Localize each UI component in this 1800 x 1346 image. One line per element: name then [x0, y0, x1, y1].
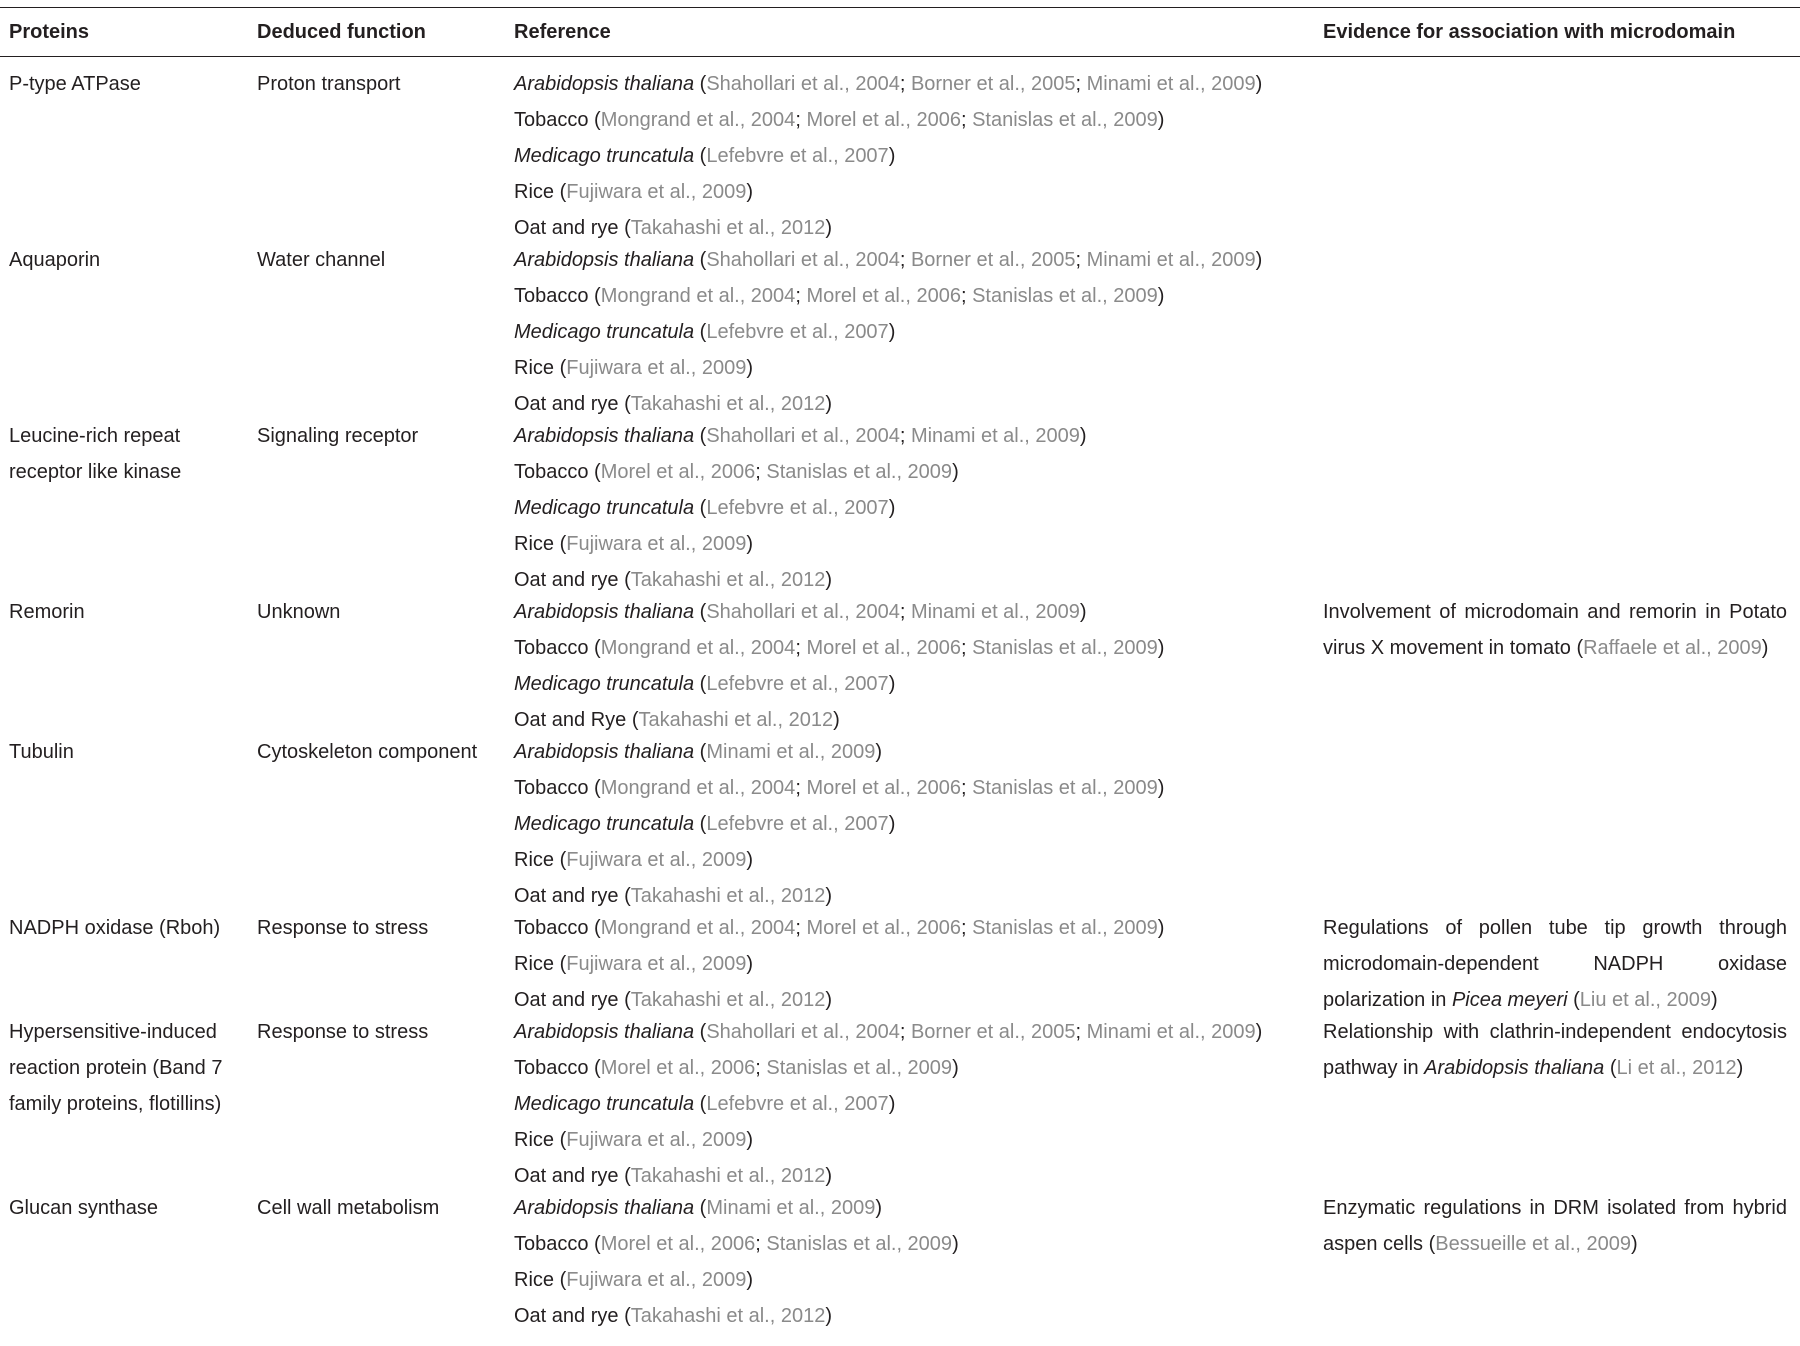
- species-name: Tobacco: [514, 917, 589, 939]
- citation-link[interactable]: Stanislas et al., 2009: [972, 285, 1158, 307]
- species-name: Medicago truncatula: [514, 497, 695, 519]
- citation-link[interactable]: Takahashi et al., 2012: [630, 217, 826, 239]
- citation-link[interactable]: Lefebvre et al., 2007: [706, 813, 889, 835]
- reference-line: Medicago truncatula (Lefebvre et al., 2007): [514, 813, 896, 835]
- evidence-text: (: [1428, 1233, 1436, 1255]
- citation-link[interactable]: Mongrand et al., 2004: [600, 777, 796, 799]
- evidence-text: Regulations of pollen tube tip growth through microdomain-dependent NADPH oxidase polarization in: [1323, 917, 1787, 1011]
- reference-line: Oat and rye (Takahashi et al., 2012): [514, 989, 832, 1011]
- reference-line: Arabidopsis thaliana (Minami et al., 2009): [514, 1197, 882, 1219]
- citation-link[interactable]: Takahashi et al., 2012: [630, 989, 826, 1011]
- reference-line: Tobacco (Mongrand et al., 2004; Morel et al., 2006; Stanislas et al., 2009): [514, 285, 1165, 307]
- reference-line: Oat and rye (Takahashi et al., 2012): [514, 569, 832, 591]
- citation-link[interactable]: Stanislas et al., 2009: [972, 109, 1158, 131]
- evidence-text: Enzymatic regulations in DRM isolated from hybrid aspen cells: [1323, 1197, 1787, 1255]
- species-name: Arabidopsis thaliana: [514, 601, 695, 623]
- species-name: Tobacco: [514, 461, 589, 483]
- reference-line: Rice (Fujiwara et al., 2009): [514, 1269, 754, 1291]
- species-name: Tobacco: [514, 637, 589, 659]
- species-name: Arabidopsis thaliana: [514, 249, 695, 271]
- species-name: Tobacco: [514, 777, 589, 799]
- citation-link[interactable]: Stanislas et al., 2009: [766, 461, 953, 483]
- reference-line: Tobacco (Mongrand et al., 2004; Morel et al., 2006; Stanislas et al., 2009): [514, 917, 1165, 939]
- citation-link[interactable]: Bessueille et al., 2009: [1435, 1233, 1631, 1255]
- reference-cell: [514, 594, 1314, 738]
- citation-link[interactable]: Mongrand et al., 2004: [600, 917, 796, 939]
- reference-line: Medicago truncatula (Lefebvre et al., 2007): [514, 145, 896, 167]
- reference-line: Tobacco (Morel et al., 2006; Stanislas et al., 2009): [514, 1233, 959, 1255]
- reference-cell: [514, 242, 1314, 422]
- species-name: Arabidopsis thaliana: [514, 1021, 695, 1043]
- citation-link[interactable]: Lefebvre et al., 2007: [706, 145, 889, 167]
- evidence-cell: [1323, 910, 1787, 1018]
- citation-link[interactable]: Fujiwara et al., 2009: [566, 533, 747, 555]
- species-name: Tobacco: [514, 1233, 589, 1255]
- reference-cell: [514, 734, 1314, 914]
- reference-cell: [514, 418, 1314, 598]
- evidence-cell: [1323, 1014, 1787, 1086]
- evidence-text: ): [1711, 989, 1718, 1011]
- header-evidence: Evidence for association with microdomain: [1323, 21, 1736, 43]
- species-name: Medicago truncatula: [514, 321, 695, 343]
- evidence-text: (: [1567, 989, 1580, 1011]
- citation-link[interactable]: Shahollari et al., 2004: [706, 1021, 900, 1043]
- header-proteins: Proteins: [9, 21, 90, 43]
- reference-line: Oat and rye (Takahashi et al., 2012): [514, 1305, 832, 1327]
- species-name: Arabidopsis thaliana: [514, 73, 695, 95]
- species-name: Arabidopsis thaliana: [514, 741, 695, 763]
- reference-line: Arabidopsis thaliana (Shahollari et al., 2004; Borner et al., 2005; Minami et al., 2009): [514, 1021, 1263, 1043]
- citation-link[interactable]: Morel et al., 2006: [806, 637, 961, 659]
- evidence-text: (: [1576, 637, 1584, 659]
- species-name: Rice: [514, 1129, 555, 1151]
- reference-line: Arabidopsis thaliana (Minami et al., 2009): [514, 741, 882, 763]
- reference-cell: [514, 66, 1314, 246]
- citation-link[interactable]: Minami et al., 2009: [706, 1197, 876, 1219]
- reference-line: Rice (Fujiwara et al., 2009): [514, 849, 754, 871]
- citation-link[interactable]: Lefebvre et al., 2007: [706, 321, 889, 343]
- citation-link[interactable]: Morel et al., 2006: [806, 777, 961, 799]
- citation-link[interactable]: Morel et al., 2006: [600, 1233, 756, 1255]
- citation-link[interactable]: Lefebvre et al., 2007: [706, 497, 889, 519]
- citation-link[interactable]: Mongrand et al., 2004: [600, 109, 796, 131]
- citation-link[interactable]: Fujiwara et al., 2009: [566, 357, 747, 379]
- species-name: Arabidopsis thaliana: [514, 1197, 695, 1219]
- citation-link[interactable]: Lefebvre et al., 2007: [706, 1093, 889, 1115]
- evidence-text: ): [1736, 1057, 1744, 1079]
- reference-cell: [514, 1014, 1314, 1194]
- deduced-function: Cytoskeleton component: [257, 741, 478, 763]
- species-name: Medicago truncatula: [514, 1093, 695, 1115]
- deduced-function: Proton transport: [257, 73, 401, 95]
- citation-link[interactable]: Borner et al., 2005: [910, 249, 1076, 271]
- species-name: Medicago truncatula: [514, 673, 695, 695]
- citation-link[interactable]: Borner et al., 2005: [910, 73, 1076, 95]
- species-name: Oat and rye: [514, 569, 619, 591]
- header-reference: Reference: [514, 21, 611, 43]
- reference-line: Rice (Fujiwara et al., 2009): [514, 533, 754, 555]
- deduced-function: Signaling receptor: [257, 425, 419, 447]
- citation-link[interactable]: Stanislas et al., 2009: [972, 637, 1158, 659]
- reference-line: Tobacco (Morel et al., 2006; Stanislas et al., 2009): [514, 461, 959, 483]
- reference-line: Rice (Fujiwara et al., 2009): [514, 181, 754, 203]
- protein-name: Glucan synthase: [9, 1197, 158, 1219]
- citation-link[interactable]: Morel et al., 2006: [600, 461, 756, 483]
- species-name: Oat and Rye: [514, 709, 627, 731]
- citation-link[interactable]: Takahashi et al., 2012: [630, 885, 826, 907]
- citation-link[interactable]: Stanislas et al., 2009: [766, 1233, 953, 1255]
- citation-link[interactable]: Mongrand et al., 2004: [600, 637, 796, 659]
- reference-line: Rice (Fujiwara et al., 2009): [514, 1129, 754, 1151]
- reference-line: Tobacco (Mongrand et al., 2004; Morel et al., 2006; Stanislas et al., 2009): [514, 637, 1165, 659]
- citation-link[interactable]: Li et al., 2012: [1616, 1057, 1737, 1079]
- protein-name: Tubulin: [9, 741, 74, 763]
- reference-line: Tobacco (Mongrand et al., 2004; Morel et al., 2006; Stanislas et al., 2009): [514, 109, 1165, 131]
- reference-line: Arabidopsis thaliana (Shahollari et al., 2004; Borner et al., 2005; Minami et al., 2009): [514, 249, 1263, 271]
- reference-line: Tobacco (Morel et al., 2006; Stanislas et al., 2009): [514, 1057, 959, 1079]
- deduced-function: Response to stress: [257, 1021, 429, 1043]
- species-name: Rice: [514, 953, 555, 975]
- citation-link[interactable]: Fujiwara et al., 2009: [566, 1129, 747, 1151]
- protein-name: Aquaporin: [9, 249, 101, 271]
- citation-link[interactable]: Minami et al., 2009: [1086, 73, 1256, 95]
- deduced-function: Unknown: [257, 601, 341, 623]
- citation-link[interactable]: Fujiwara et al., 2009: [566, 849, 747, 871]
- citation-link[interactable]: Minami et al., 2009: [1086, 1021, 1256, 1043]
- table-top-rule: [0, 7, 1800, 8]
- protein-name: Hypersensitive-induced reaction protein (Band 7 family proteins, flotillins): [9, 1021, 223, 1115]
- evidence-text: Picea meyeri: [1451, 989, 1568, 1011]
- deduced-function: Response to stress: [257, 917, 429, 939]
- reference-line: Arabidopsis thaliana (Shahollari et al., 2004; Minami et al., 2009): [514, 601, 1087, 623]
- reference-line: Medicago truncatula (Lefebvre et al., 2007): [514, 321, 896, 343]
- reference-line: Medicago truncatula (Lefebvre et al., 2007): [514, 1093, 896, 1115]
- deduced-function: Water channel: [257, 249, 386, 271]
- reference-line: Oat and rye (Takahashi et al., 2012): [514, 885, 832, 907]
- species-name: Tobacco: [514, 1057, 589, 1079]
- species-name: Tobacco: [514, 285, 589, 307]
- citation-link[interactable]: Shahollari et al., 2004: [706, 73, 900, 95]
- evidence-text: Arabidopsis thaliana: [1424, 1057, 1605, 1079]
- citation-link[interactable]: Borner et al., 2005: [910, 1021, 1076, 1043]
- species-name: Rice: [514, 849, 555, 871]
- citation-link[interactable]: Takahashi et al., 2012: [630, 569, 826, 591]
- citation-link[interactable]: Liu et al., 2009: [1579, 989, 1712, 1011]
- protein-name: P-type ATPase: [9, 73, 141, 95]
- reference-line: Rice (Fujiwara et al., 2009): [514, 357, 754, 379]
- citation-link[interactable]: Takahashi et al., 2012: [630, 1165, 826, 1187]
- protein-name: Leucine-rich repeat receptor like kinase: [9, 425, 182, 483]
- citation-link[interactable]: Morel et al., 2006: [806, 109, 961, 131]
- species-name: Oat and rye: [514, 393, 619, 415]
- reference-cell: [514, 910, 1314, 1018]
- protein-name: Remorin: [9, 601, 85, 623]
- evidence-text: Relationship with clathrin-independent endocytosis pathway in: [1323, 1021, 1787, 1079]
- citation-link[interactable]: Stanislas et al., 2009: [972, 777, 1158, 799]
- reference-line: Arabidopsis thaliana (Shahollari et al., 2004; Minami et al., 2009): [514, 425, 1087, 447]
- reference-line: Medicago truncatula (Lefebvre et al., 2007): [514, 497, 896, 519]
- species-name: Rice: [514, 357, 555, 379]
- citation-link[interactable]: Morel et al., 2006: [806, 285, 961, 307]
- species-name: Oat and rye: [514, 885, 619, 907]
- citation-link[interactable]: Takahashi et al., 2012: [638, 709, 834, 731]
- evidence-cell: [1323, 594, 1787, 666]
- citation-link[interactable]: Raffaele et al., 2009: [1583, 637, 1762, 659]
- evidence-text: ): [1630, 1233, 1638, 1255]
- citation-link[interactable]: Stanislas et al., 2009: [766, 1057, 953, 1079]
- reference-cell: [514, 1190, 1314, 1334]
- citation-link[interactable]: Fujiwara et al., 2009: [566, 181, 747, 203]
- evidence-text: Involvement of microdomain and remorin in Potato virus X movement in tomato: [1323, 601, 1787, 659]
- species-name: Rice: [514, 1269, 555, 1291]
- reference-line: Oat and rye (Takahashi et al., 2012): [514, 217, 832, 239]
- evidence-text: (: [1604, 1057, 1617, 1079]
- protein-name: NADPH oxidase (Rboh): [9, 917, 221, 939]
- reference-line: Tobacco (Mongrand et al., 2004; Morel et al., 2006; Stanislas et al., 2009): [514, 777, 1165, 799]
- species-name: Medicago truncatula: [514, 145, 695, 167]
- reference-line: Oat and rye (Takahashi et al., 2012): [514, 393, 832, 415]
- citation-link[interactable]: Shahollari et al., 2004: [706, 425, 900, 447]
- citation-link[interactable]: Shahollari et al., 2004: [706, 249, 900, 271]
- species-name: Arabidopsis thaliana: [514, 425, 695, 447]
- reference-line: Oat and Rye (Takahashi et al., 2012): [514, 709, 840, 731]
- citation-link[interactable]: Minami et al., 2009: [1086, 249, 1256, 271]
- citation-link[interactable]: Fujiwara et al., 2009: [566, 1269, 747, 1291]
- reference-line: Arabidopsis thaliana (Shahollari et al., 2004; Borner et al., 2005; Minami et al., 2009): [514, 73, 1263, 95]
- reference-line: Medicago truncatula (Lefebvre et al., 2007): [514, 673, 896, 695]
- evidence-text: ): [1761, 637, 1769, 659]
- citation-link[interactable]: Takahashi et al., 2012: [630, 1305, 826, 1327]
- citation-link[interactable]: Lefebvre et al., 2007: [706, 673, 889, 695]
- species-name: Tobacco: [514, 109, 589, 131]
- species-name: Rice: [514, 181, 555, 203]
- citation-link[interactable]: Shahollari et al., 2004: [706, 601, 900, 623]
- citation-link[interactable]: Fujiwara et al., 2009: [566, 953, 747, 975]
- header-rule: [0, 56, 1800, 57]
- species-name: Oat and rye: [514, 1165, 619, 1187]
- citation-link[interactable]: Morel et al., 2006: [600, 1057, 756, 1079]
- species-name: Medicago truncatula: [514, 813, 695, 835]
- citation-link[interactable]: Takahashi et al., 2012: [630, 393, 826, 415]
- reference-line: Oat and rye (Takahashi et al., 2012): [514, 1165, 832, 1187]
- deduced-function: Cell wall metabolism: [257, 1197, 440, 1219]
- citation-link[interactable]: Mongrand et al., 2004: [600, 285, 796, 307]
- species-name: Oat and rye: [514, 1305, 619, 1327]
- species-name: Rice: [514, 533, 555, 555]
- species-name: Oat and rye: [514, 217, 619, 239]
- header-function: Deduced function: [257, 21, 426, 43]
- citation-link[interactable]: Minami et al., 2009: [910, 601, 1080, 623]
- citation-link[interactable]: Minami et al., 2009: [706, 741, 876, 763]
- evidence-cell: [1323, 1190, 1787, 1262]
- citation-link[interactable]: Stanislas et al., 2009: [972, 917, 1158, 939]
- citation-link[interactable]: Minami et al., 2009: [910, 425, 1080, 447]
- citation-link[interactable]: Morel et al., 2006: [806, 917, 961, 939]
- species-name: Oat and rye: [514, 989, 619, 1011]
- reference-line: Rice (Fujiwara et al., 2009): [514, 953, 754, 975]
